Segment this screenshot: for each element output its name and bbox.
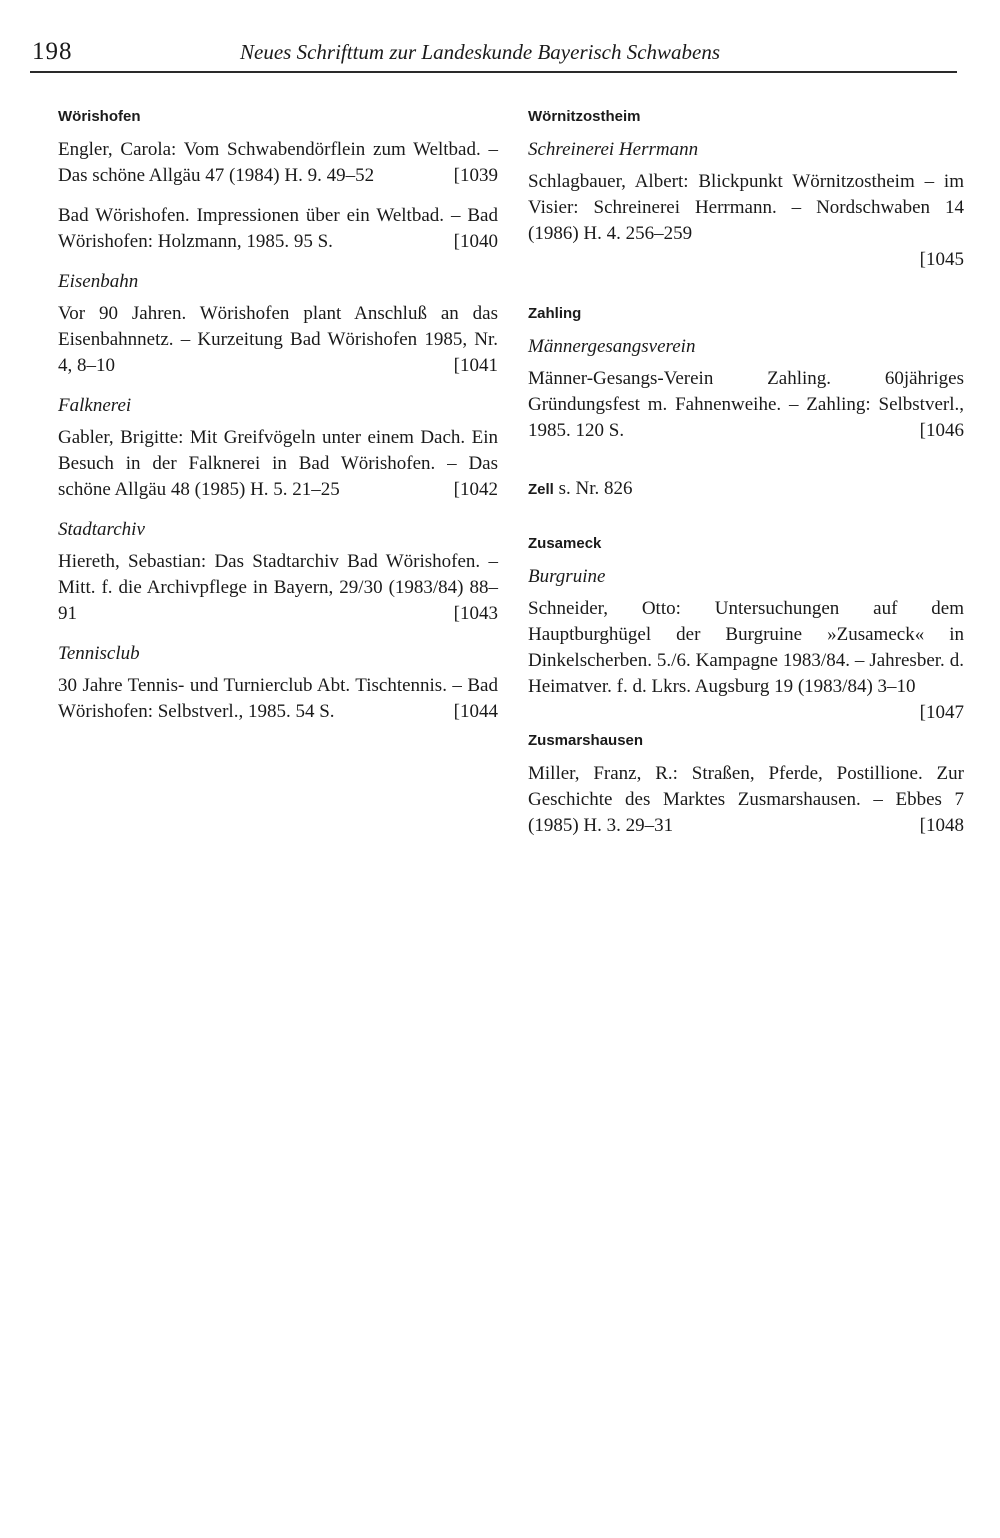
bib-entry <box>528 169 964 273</box>
entry-number: [1045 <box>919 249 964 270</box>
entry-text: Männer-Gesangs-Verein Zahling. 60jähriges Gründungsfest m. Fahnenweihe. – Zahling: Selbstverl., 1985. 120 S. <box>528 368 964 441</box>
entry-number: [1044 <box>453 701 498 722</box>
place-heading: Zahling <box>528 305 582 322</box>
right-column <box>528 108 964 853</box>
entry-text: Hiereth, Sebastian: Das Stadtarchiv Bad Wörishofen. – Mitt. f. die Archivpflege in Bayern, 29/30 (1983/84) 88–91 <box>58 551 498 624</box>
entry-number: [1047 <box>919 702 964 723</box>
subject-heading: Burgruine <box>528 566 606 587</box>
place-heading: Zusmarshausen <box>528 732 644 749</box>
entry-text: Schlagbauer, Albert: Blickpunkt Wörnitzostheim – im Visier: Schreinerei Herrmann. – Nordschwaben 14 (1986) H. 4. 256–259 <box>528 171 964 244</box>
subject-heading: Schreinerei Herrmann <box>528 139 699 160</box>
entry-text: 30 Jahre Tennis- und Turnierclub Abt. Tischtennis. – Bad Wörishofen: Selbstverl., 1985. 54 S. <box>58 675 498 722</box>
place-heading: Zell <box>528 481 554 498</box>
subject-heading: Männergesangsverein <box>528 336 696 357</box>
place-heading: Wörishofen <box>58 108 141 125</box>
entry-text: Vor 90 Jahren. Wörishofen plant Anschluß an das Eisenbahnnetz. – Kurzeitung Bad Wörishofen 1985, Nr. 4, 8–10 <box>58 303 498 376</box>
bib-entry <box>528 596 964 723</box>
entry-text: Bad Wörishofen. Impressionen über ein Weltbad. – Bad Wörishofen: Holzmann, 1985. 95 S. <box>58 205 498 252</box>
entry-number: [1048 <box>919 815 964 836</box>
entry-text: Miller, Franz, R.: Straßen, Pferde, Postillione. Zur Geschichte des Marktes Zusmarshausen. – Ebbes 7 (1985) H. 3. 29–31 <box>528 763 964 836</box>
subject-heading: Tennisclub <box>58 643 140 664</box>
entry-number: [1046 <box>919 420 964 441</box>
subject-heading: Stadtarchiv <box>58 519 145 540</box>
entry-number: [1039 <box>453 165 498 186</box>
running-title: Neues Schrifttum zur Landeskunde Bayerisch Schwabens <box>240 40 721 64</box>
bib-entry <box>58 549 498 627</box>
bib-entry <box>58 425 498 503</box>
header-rule <box>30 71 957 73</box>
cross-reference-text: s. Nr. 826 <box>558 478 633 499</box>
subject-heading: Eisenbahn <box>58 271 139 292</box>
place-heading: Wörnitzostheim <box>528 108 641 125</box>
entry-text: Gabler, Brigitte: Mit Greifvögeln unter einem Dach. Ein Besuch in der Falknerei in Bad Wörishofen. – Das schöne Allgäu 48 (1985) H. 5. 21–25 <box>58 427 498 500</box>
entry-number: [1042 <box>453 479 498 500</box>
entry-text: Schneider, Otto: Untersuchungen auf dem Hauptburghügel der Burgruine »Zusameck« in Dinkelscherben. 5./6. Kampagne 1983/84. – Jahresber. d. Heimatver. f. d. Lkrs. Augsburg 19 (1983/84) 3–10 <box>528 598 964 697</box>
entry-text: Engler, Carola: Vom Schwabendörflein zum Weltbad. – Das schöne Allgäu 47 (1984) H. 9. 49–52 <box>58 139 498 186</box>
page-number: 198 <box>32 38 73 65</box>
place-heading: Zusameck <box>528 535 602 552</box>
cross-reference <box>528 476 964 503</box>
bib-entry <box>58 203 498 255</box>
entry-number: [1043 <box>453 603 498 624</box>
subject-heading: Falknerei <box>58 395 132 416</box>
entry-number: [1041 <box>453 355 498 376</box>
bib-entry <box>58 673 498 725</box>
bib-entry <box>528 761 964 839</box>
bib-entry <box>58 301 498 379</box>
bib-entry <box>58 137 498 189</box>
bib-entry <box>528 366 964 444</box>
left-column <box>58 108 498 739</box>
entry-number: [1040 <box>453 231 498 252</box>
